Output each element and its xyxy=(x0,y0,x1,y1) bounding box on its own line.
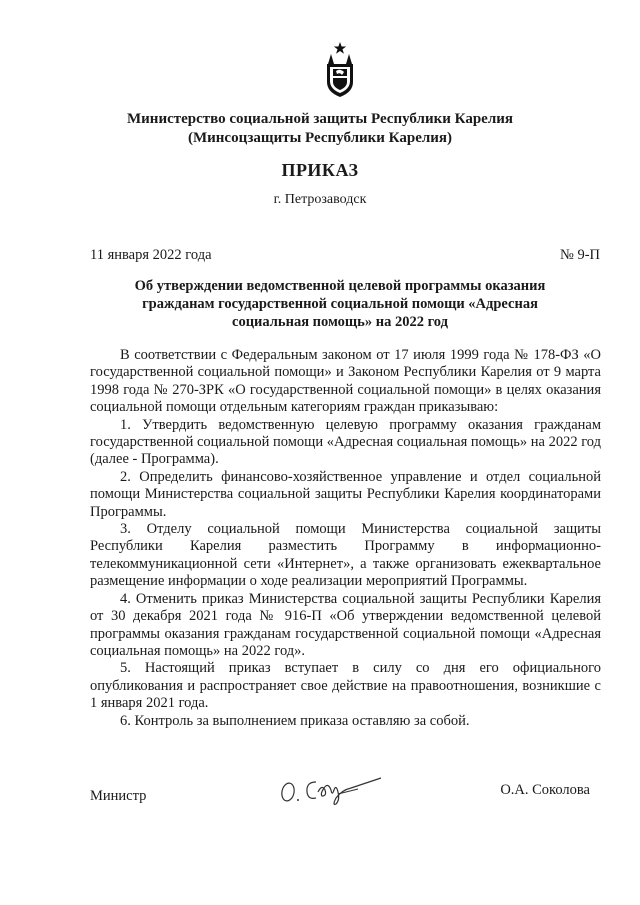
document-number: № 9-П xyxy=(559,247,600,263)
body-paragraph: 6. Контроль за выполнением приказа оставляю за собой. xyxy=(120,712,470,729)
signatory-name: О.А. Соколова xyxy=(500,782,590,798)
document-date: 11 января 2022 года xyxy=(90,247,212,263)
handwritten-signature xyxy=(276,770,386,810)
document-type: ПРИКАЗ xyxy=(281,160,359,180)
ministry-short-name: (Минсоцзащиты Республики Карелия) xyxy=(187,130,453,146)
signatory-role: Министр xyxy=(90,788,147,804)
ministry-name: Министерство социальной защиты Республики Карелия xyxy=(127,111,513,127)
body-paragraph: 4. Отменить приказ Министерства социальной защиты Республики Карелия от 30 декабря 2021 года № 916-П «Об утверждении ведомственной целевой программы оказания гражданам государственной социальной помощи «Адресная социальная помощь» на 2022 год». xyxy=(90,590,601,659)
city: г. Петрозаводск xyxy=(273,192,367,207)
karelia-coat-of-arms-icon xyxy=(322,42,358,98)
body-paragraph: 3. Отделу социальной помощи Министерства социальной защиты Республики Карелия разместить Программу в информационно-телекоммуникационной сети «Интернет», а также организовать ежеквартальное размещение информации о ходе реализации мероприятий Программы. xyxy=(90,521,601,590)
signature-block xyxy=(90,770,590,810)
body-paragraph: 2. Определить финансово-хозяйственное управление и отдел социальной помощи Министерства социальной защиты Республики Карелия координаторами Программы. xyxy=(90,468,601,520)
body-paragraph: 1. Утвердить ведомственную целевую программу оказания гражданам государственной социальной помощи «Адресная социальная помощь» на 2022 год (далее - Программа). xyxy=(90,416,601,468)
body-paragraph: В соответствии с Федеральным законом от 17 июля 1999 года № 178-ФЗ «О государственной социальной помощи» и Законом Республики Карелия от 9 марта 1998 года № 270-ЗРК «О государственной социальной помощи» в целях оказания социальной помощи отдельным категориям граждан приказываю: xyxy=(90,347,601,416)
body-paragraph: 5. Настоящий приказ вступает в силу со дня его официального опубликования и распространяет свое действие на правоотношения, возникшие с 1 января 2021 года. xyxy=(90,660,601,712)
document-body xyxy=(90,347,601,730)
document-title: Об утверждении ведомственной целевой программы оказания гражданам государственной социальной помощи «Адресная социальная помощь» на 2022 год xyxy=(134,278,546,330)
